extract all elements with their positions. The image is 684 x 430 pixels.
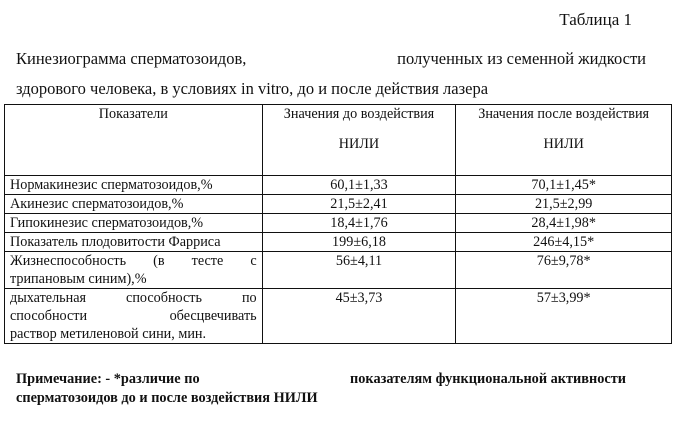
header-before-line-1: Значения до воздействия bbox=[283, 106, 435, 122]
row-after-value: 76±9,78* bbox=[456, 252, 672, 289]
row-name bbox=[5, 252, 263, 289]
note-line-1-left: Примечание: - *различие по bbox=[16, 371, 200, 387]
note-line-1 bbox=[16, 370, 626, 389]
table-note bbox=[16, 370, 626, 408]
row-before-value: 199±6,18 bbox=[262, 233, 456, 252]
row-name: Нормакинезис сперматозоидов,% bbox=[5, 176, 263, 195]
header-after-line-2: НИЛИ bbox=[543, 136, 584, 152]
header-indicators: Показатели bbox=[5, 105, 263, 176]
header-after bbox=[456, 105, 672, 176]
caption-line-2: здорового человека, в условиях in vitro, до и после действия лазера bbox=[16, 79, 489, 98]
row-before-value: 45±3,73 bbox=[262, 289, 456, 344]
table-row bbox=[5, 176, 672, 195]
row-after-value: 246±4,15* bbox=[456, 233, 672, 252]
table-row bbox=[5, 214, 672, 233]
table-row bbox=[5, 195, 672, 214]
row-name bbox=[5, 289, 263, 344]
row-before-value: 18,4±1,76 bbox=[262, 214, 456, 233]
kinesiogram-table bbox=[4, 104, 672, 344]
header-before-line-2: НИЛИ bbox=[338, 136, 380, 152]
caption-line-1-left: Кинезиограмма сперматозоидов, bbox=[16, 49, 247, 68]
table-row bbox=[5, 233, 672, 252]
row-after-value: 21,5±2,99 bbox=[456, 195, 672, 214]
table-header-row bbox=[5, 105, 672, 176]
row-before-value: 60,1±1,33 bbox=[262, 176, 456, 195]
row-name: Показатель плодовитости Фарриса bbox=[5, 233, 263, 252]
row-name-line-2: способности обесцвечивать bbox=[10, 308, 257, 324]
row-before-value: 21,5±2,41 bbox=[262, 195, 456, 214]
row-before-value: 56±4,11 bbox=[262, 252, 456, 289]
row-after-value: 57±3,99* bbox=[456, 289, 672, 344]
row-name-line-1: дыхательная способность по bbox=[10, 290, 257, 306]
row-name-line-1: Жизнеспособность (в тесте с bbox=[10, 253, 257, 269]
row-name: Акинезис сперматозоидов,% bbox=[5, 195, 263, 214]
note-line-1-right: показателям функциональной активности bbox=[350, 371, 626, 387]
note-line-2: сперматозоидов до и после воздействия НИЛИ bbox=[16, 390, 318, 406]
header-after-line-1: Значения после воздействия bbox=[478, 106, 650, 122]
row-name-line-3: раствор метиленовой сини, мин. bbox=[10, 326, 207, 342]
caption-line-1 bbox=[16, 44, 646, 74]
row-name: Гипокинезис сперматозоидов,% bbox=[5, 214, 263, 233]
table-row bbox=[5, 252, 672, 289]
row-name-line-2: трипановым синим),% bbox=[10, 271, 147, 287]
row-after-value: 28,4±1,98* bbox=[456, 214, 672, 233]
header-before bbox=[262, 105, 456, 176]
row-after-value: 70,1±1,45* bbox=[456, 176, 672, 195]
table-caption bbox=[16, 44, 646, 104]
table-row bbox=[5, 289, 672, 344]
caption-line-1-right: полученных из семенной жидкости bbox=[397, 49, 646, 68]
table-number-label: Таблица 1 bbox=[559, 10, 632, 29]
